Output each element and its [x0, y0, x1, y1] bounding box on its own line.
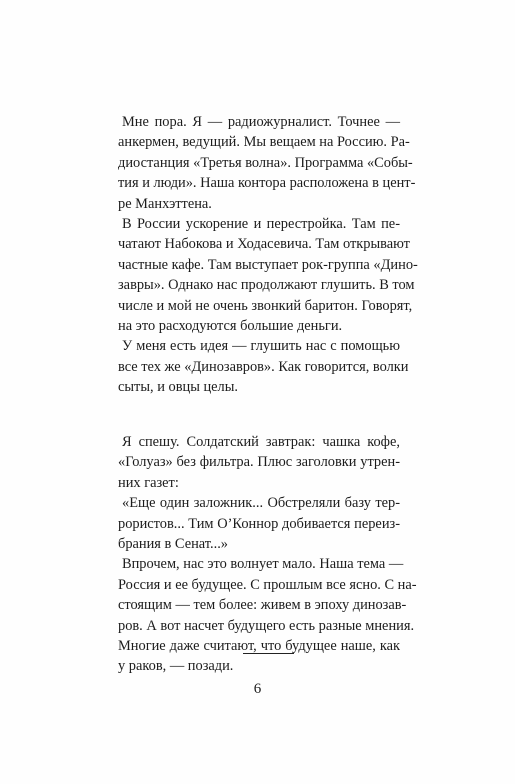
text-line: все тех же «Динозавров». Как говорится, волки [118, 358, 409, 375]
text-line: тия и люди». Наша контора расположена в цент- [118, 175, 416, 192]
text-line: частные кафе. Там выступает рок-группа «Дино- [118, 256, 418, 273]
text-section-1 [118, 112, 418, 397]
paragraph [118, 336, 409, 397]
paragraph [118, 493, 400, 554]
text-section-2 [118, 432, 417, 677]
text-line: ров. А вот насчет будущего есть разные мнения. [118, 617, 415, 634]
paragraph [118, 432, 400, 493]
text-line: диостанция «Третья волна». Программа «Собы- [118, 154, 413, 171]
text-line: Впрочем, нас это волнует мало. Наша тема — [122, 556, 404, 573]
text-line: них газет: [118, 474, 179, 491]
text-line: «Еще один заложник... Обстреляли базу тер- [122, 495, 400, 512]
text-line: В России ускорение и перестройка. Там пе- [122, 215, 400, 232]
text-line: «Голуаз» без фильтра. Плюс заголовки утрен- [118, 454, 400, 471]
text-line: стоящим — тем более: живем в эпоху динозав- [118, 597, 407, 614]
text-line: числе и мой не очень звонкий баритон. Говорят, [118, 297, 413, 314]
text-line: на это расходуются большие деньги. [118, 317, 343, 334]
text-line: у раков, — позади. [118, 658, 234, 675]
text-line: ре Манхэттена. [118, 195, 212, 212]
text-line: брания в Сенат...» [118, 535, 228, 552]
text-line: чатают Набокова и Ходасевича. Там открывают [118, 236, 410, 253]
text-line: Россия и ее будущее. С прошлым все ясно. С на- [118, 576, 417, 593]
text-line: Я спешу. Солдатский завтрак: чашка кофе, [122, 434, 400, 450]
text-line: рористов... Тим О’Коннор добивается переиз- [118, 515, 400, 532]
text-line: сыты, и овцы целы. [118, 379, 239, 396]
section-divider [243, 653, 294, 654]
text-line: Многие даже считают, что будущее наше, как [118, 637, 400, 654]
text-line: Мне пора. Я — радиожурналист. Точнее — [122, 114, 400, 130]
text-line: анкермен, ведущий. Мы вещаем на Россию. Ра- [118, 134, 410, 151]
text-line: завры». Однако нас продолжают глушить. В том [118, 277, 415, 294]
paragraph [118, 112, 416, 214]
paragraph [118, 214, 418, 336]
text-line: У меня есть идея — глушить нас с помощью [122, 338, 400, 355]
page-number: 6 [253, 681, 262, 697]
paragraph [118, 554, 417, 676]
